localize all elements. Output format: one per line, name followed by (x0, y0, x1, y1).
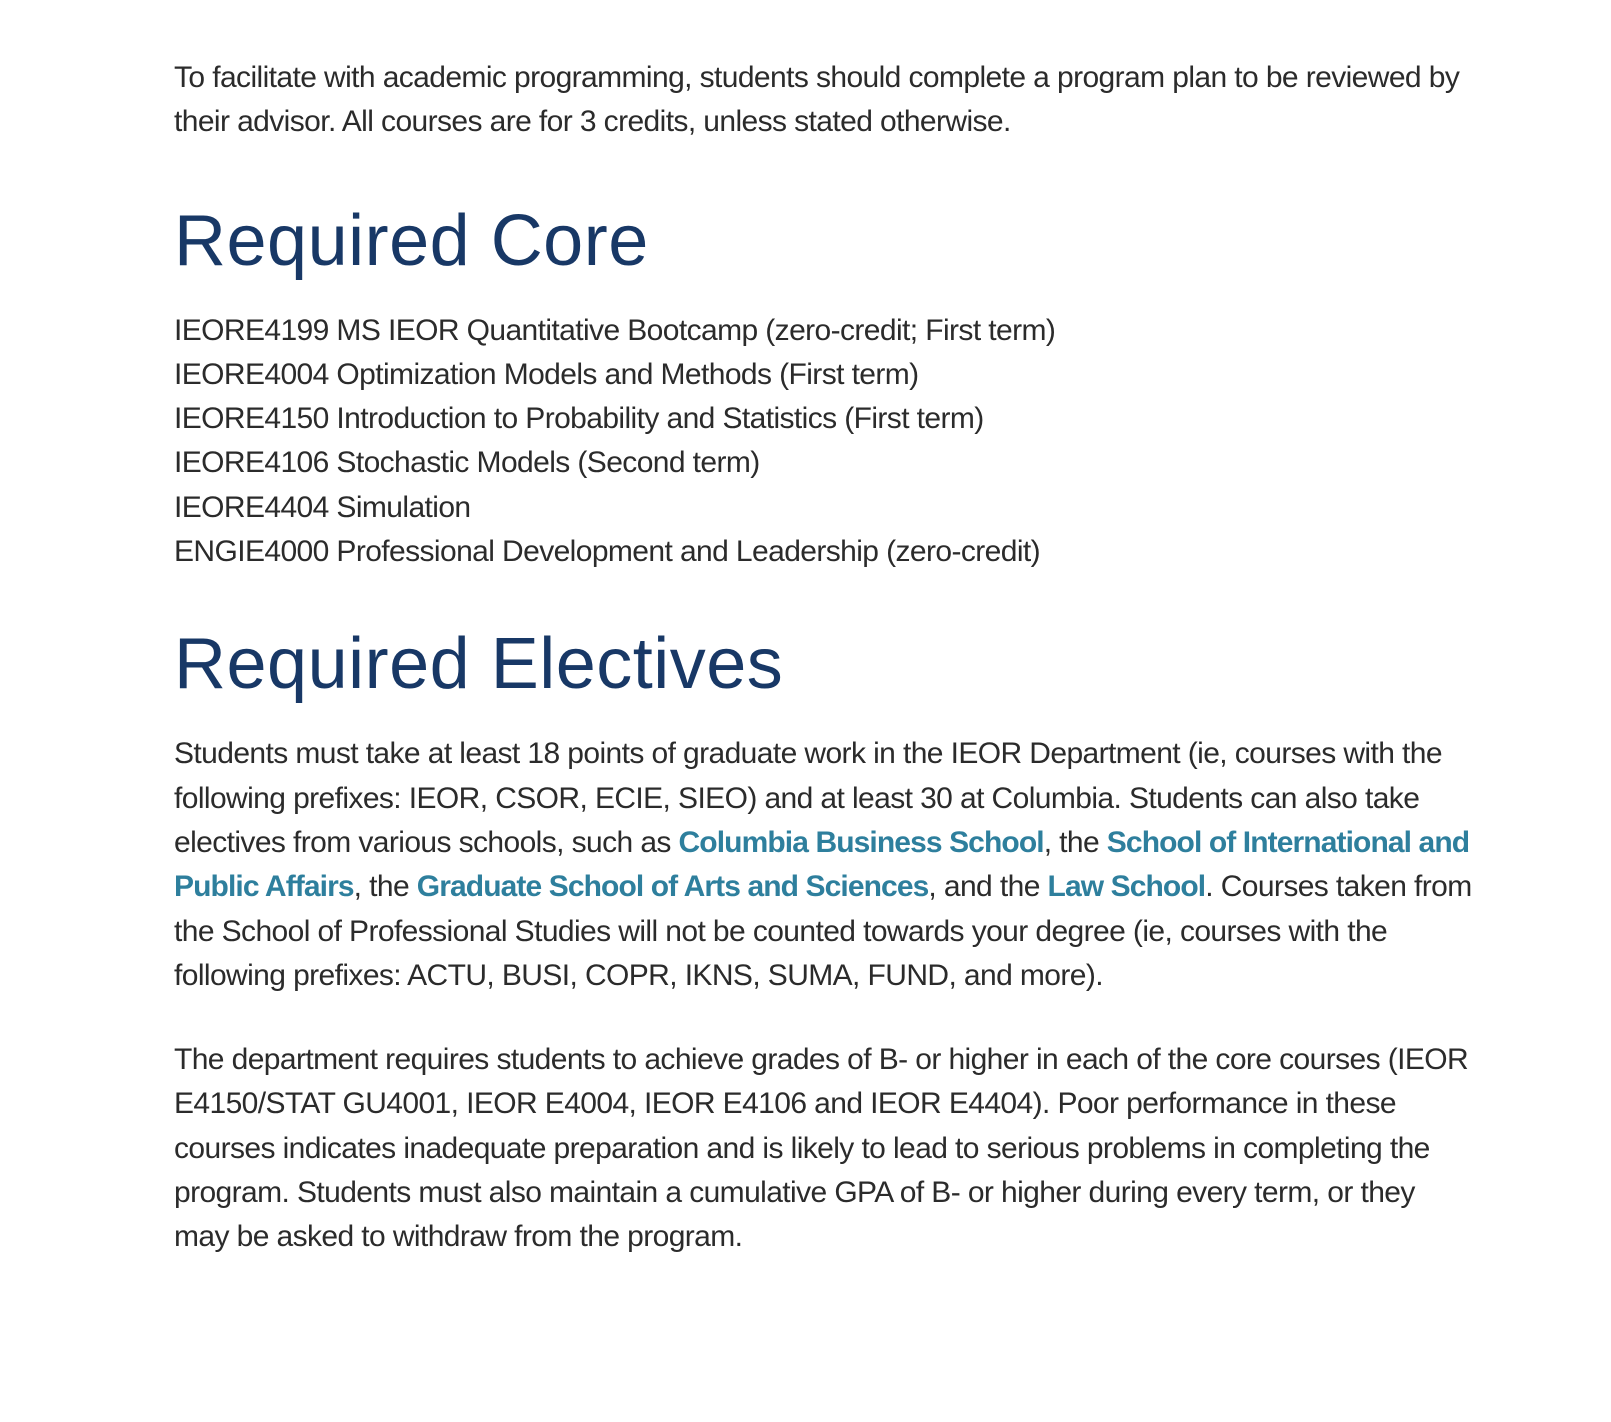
grade-requirements-paragraph: The department requires students to achieve grades of B- or higher in each of the core courses (IEOR E4150/STAT GU4001, IEOR E4004, IEOR E4106 and IEOR E4404). Poor performance in these courses indicates inadequate preparation and is likely to lead to serious problems in completing the program. Students must also maintain a cumulative GPA of B- or higher during every term, or they may be asked to withdraw from the program. (174, 1043, 1469, 1254)
electives-text: , the (1043, 825, 1107, 859)
electives-text: , and the (928, 870, 1048, 904)
required-electives-section (174, 622, 1474, 1259)
course-item: IEORE4106 Stochastic Models (Second term) (174, 446, 760, 480)
columbia-business-school-link[interactable]: Columbia Business School (678, 825, 1044, 859)
required-core-section (174, 199, 1474, 575)
sipa-link[interactable]: School of International and Public Affairs (174, 825, 1470, 904)
electives-text: . Courses taken from the School of Professional Studies will not be counted towards your degree (ie, courses with the following prefixes: ACTU, BUSI, COPR, IKNS, SUMA, FUND, and more). (174, 870, 1472, 992)
gsas-link[interactable]: Graduate School of Arts and Sciences (416, 870, 929, 904)
electives-paragraph (174, 732, 1474, 998)
course-item: ENGIE4000 Professional Development and Leadership (zero-credit) (174, 535, 1041, 569)
intro-paragraph: To facilitate with academic programming, students should complete a program plan to be reviewed by their advisor. All courses are for 3 credits, unless stated otherwise. (174, 61, 1460, 139)
core-course-list (174, 309, 1474, 575)
course-item: IEORE4404 Simulation (174, 490, 471, 524)
required-core-heading: Required Core (174, 200, 649, 281)
course-item: IEORE4199 MS IEOR Quantitative Bootcamp (zero-credit; First term) (174, 313, 1056, 347)
electives-text: Students must take at least 18 points of graduate work in the IEOR Department (ie, courses with the following prefixes: IEOR, CSOR, ECIE, SIEO) and at least 30 at Columbia. Students can also take electives from various schools, such as (174, 737, 1442, 859)
course-item: IEORE4150 Introduction to Probability and Statistics (First term) (174, 402, 984, 436)
electives-text: , the (353, 870, 417, 904)
course-item: IEORE4004 Optimization Models and Methods (First term) (174, 357, 919, 391)
required-electives-heading: Required Electives (174, 624, 784, 705)
main-content (174, 56, 1474, 1260)
law-school-link[interactable]: Law School (1047, 870, 1206, 904)
